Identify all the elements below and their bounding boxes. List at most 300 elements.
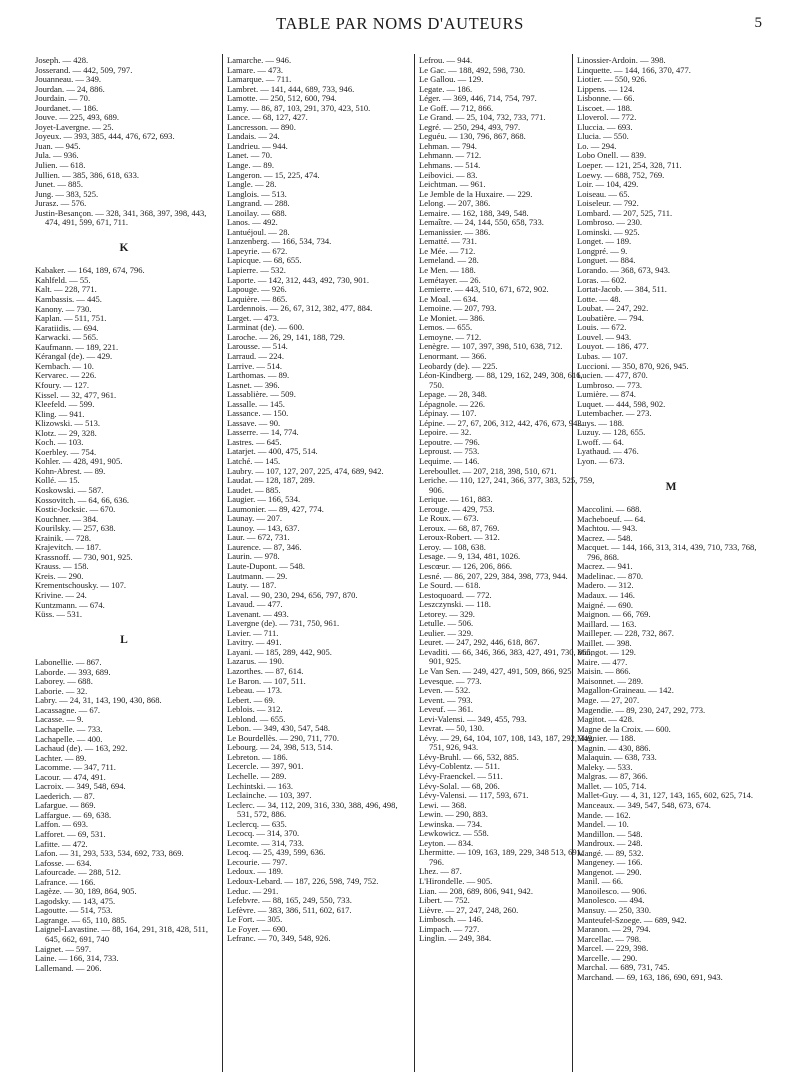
index-entry: Lavier. — 711. xyxy=(227,627,279,638)
index-entry: Llucia. — 550. xyxy=(577,131,629,142)
index-entry: Lemétayer. — 26. xyxy=(419,274,481,285)
index-entry: Lachapelle. — 400. xyxy=(35,733,103,744)
index-entry: Loubat. — 247, 292. xyxy=(577,303,649,314)
index-entry: Lamare. — 473. xyxy=(227,64,284,75)
index-entry: Lemoyne. — 712. xyxy=(419,331,482,342)
index-entry: Krassnoff. — 730, 901, 925. xyxy=(35,551,133,562)
index-entry: Louvel. — 943. xyxy=(577,331,632,342)
index-entry: Kourilsky. — 257, 638. xyxy=(35,523,116,534)
index-entry: Manolesco. — 494. xyxy=(577,895,645,906)
index-entry: Lévy-Coblentz. — 511. xyxy=(419,761,500,772)
index-entry: Le Jemble de la Huxaire. — 229. xyxy=(419,188,533,199)
index-entry: Kreis. — 290. xyxy=(35,570,84,581)
index-entry: Kalt. — 228, 771. xyxy=(35,284,97,295)
index-entry: Macrez. — 548. xyxy=(577,532,633,543)
index-entry: Lachaud (de). — 163, 292. xyxy=(35,743,128,754)
index-entry: Mansuy. — 250, 330. xyxy=(577,905,651,916)
index-entry: Malaquin. — 638, 733. xyxy=(577,752,657,763)
index-entry: Larget. — 473. xyxy=(227,312,280,323)
index-entry: Latché. — 145. xyxy=(227,455,281,466)
index-entry: Loeper. — 121, 254, 328, 711. xyxy=(577,160,682,171)
index-entry: Lefrou. — 944. xyxy=(419,56,473,65)
index-entry: Lagrange. — 65, 110, 885. xyxy=(35,914,127,925)
index-entry: Laborie. — 32. xyxy=(35,685,88,696)
index-entry: Lanzenberg. — 166, 534, 734. xyxy=(227,236,332,247)
index-entry: Maranon. — 29, 794. xyxy=(577,924,651,935)
index-entry: Laederich. — 87. xyxy=(35,790,95,801)
index-entry: Lucien. — 477, 870. xyxy=(577,370,648,381)
index-entry: Launay. — 207. xyxy=(227,513,282,524)
index-entry: Lenègre. — 107, 397, 398, 510, 638, 712. xyxy=(419,341,563,352)
index-entry: Leguéu. — 130, 796, 867, 868. xyxy=(419,131,526,142)
index-entry: Kostic-Jocksic. — 670. xyxy=(35,504,116,515)
index-entry: Kernbach. — 10. xyxy=(35,360,94,371)
index-entry: Luys. — 188. xyxy=(577,417,625,428)
index-entry: Jourdain. — 70. xyxy=(35,93,91,104)
index-entry: Lecoq. — 25, 439, 599, 636. xyxy=(227,847,326,858)
index-entry: Levrat. — 50, 130. xyxy=(419,723,485,734)
index-entry: Lebreton. — 186. xyxy=(227,751,288,762)
index-entry: Manil. — 66. xyxy=(577,876,624,887)
page-header xyxy=(0,0,800,50)
column-divider xyxy=(572,54,573,1072)
index-entry: Lamarque. — 711. xyxy=(227,74,292,85)
index-entry: Lerouge. — 429, 753. xyxy=(419,503,495,514)
index-entry: Kleefeld. — 599. xyxy=(35,399,95,410)
index-entry: Jourdan. — 24, 886. xyxy=(35,83,105,94)
index-entry: Lequime. — 146. xyxy=(419,455,480,466)
index-entry: Junet. — 885. xyxy=(35,179,83,190)
index-entry: Larminat (de). — 600. xyxy=(227,322,305,333)
index-entry: Maigné. — 690. xyxy=(577,599,634,610)
index-entry: Launoy. — 143, 637. xyxy=(227,522,300,533)
index-entry: Madaux. — 146. xyxy=(577,589,635,600)
index-entry: Lecomte. — 314, 733. xyxy=(227,837,304,848)
index-entry: Loiseau. — 65. xyxy=(577,188,630,199)
index-entry: Kossovitch. — 64, 66, 636. xyxy=(35,494,130,505)
index-entry: Lemaire. — 162, 188, 349, 548. xyxy=(419,207,529,218)
index-entry: Laroche. — 26, 29, 141, 188, 729. xyxy=(227,331,345,342)
index-entry: Lloverol. — 772. xyxy=(577,112,637,123)
index-entry: Lafargue. — 869. xyxy=(35,800,96,811)
index-entry: Lapicque. — 68, 655. xyxy=(227,255,302,266)
index-entry: Le Men. — 188. xyxy=(419,265,476,276)
index-entry: Lecocq. — 314, 370. xyxy=(227,828,300,839)
index-entry: Mandillon. — 548. xyxy=(577,828,643,839)
index-entry: Luquet. — 444, 598, 902. xyxy=(577,398,666,409)
index-entry: Lhez. — 87. xyxy=(419,866,462,877)
index-entry: Lecercle. — 397, 901. xyxy=(227,761,304,772)
index-entry: Jullien. — 385, 386, 618, 633. xyxy=(35,169,139,180)
index-entry: Lisbonne. — 66. xyxy=(577,93,635,104)
index-entry: Leszczynski. — 118. xyxy=(419,599,491,610)
index-entry: Landais. — 24. xyxy=(227,131,280,142)
index-entry: Leduc. — 291. xyxy=(227,885,279,896)
index-entry: Lenormant. — 366. xyxy=(419,350,487,361)
index-entry: Lacasse. — 9. xyxy=(35,714,84,725)
index-entry: Levi-Valensi. — 349, 455, 793. xyxy=(419,713,527,724)
letter-heading: M xyxy=(665,480,677,493)
index-entry: Lévy-Bruhl. — 66, 532, 885. xyxy=(419,751,519,762)
index-entry: Letulle. — 506. xyxy=(419,618,474,629)
index-entry: Leichtman. — 961. xyxy=(419,179,486,190)
index-entry: Mailleper. — 228, 732, 867. xyxy=(577,628,674,639)
index-entry: Ledoux-Lebard. — 187, 226, 598, 749, 752. xyxy=(227,876,379,887)
index-entry: Laurin. — 978. xyxy=(227,551,280,562)
index-entry: Laporte. — 142, 312, 443, 492, 730, 901. xyxy=(227,274,369,285)
index-entry: Lestoquoard. — 772. xyxy=(419,589,492,600)
index-entry: Le Foyer. — 690. xyxy=(227,923,288,934)
index-entry: Lian. — 208, 689, 806, 941, 942. xyxy=(419,885,533,896)
index-entry: Lebeau. — 173. xyxy=(227,685,283,696)
index-entry: Lortat-Jacob. — 384, 511. xyxy=(577,284,667,295)
index-entry: Kollé. — 15. xyxy=(35,475,80,486)
index-entry: Le Roux. — 673. xyxy=(419,513,479,524)
index-entry: Magnin. — 430, 886. xyxy=(577,742,651,753)
index-entry: Lehmans. — 514. xyxy=(419,160,481,171)
index-entry: Loras. — 602. xyxy=(577,274,627,285)
index-entry: Krivine. — 24. xyxy=(35,589,87,600)
index-entry: L'Hirondelle. — 905. xyxy=(419,876,493,887)
index-entry: Lemos. — 655. xyxy=(419,322,473,333)
index-entry: Lefèvre. — 383, 386, 511, 602, 617. xyxy=(227,904,352,915)
index-entry: Lefebvre. — 88, 165, 249, 550, 733. xyxy=(227,895,352,906)
index-entry: Küss. — 531. xyxy=(35,609,83,620)
index-entry: Le Grand. — 25, 104, 732, 733, 771. xyxy=(419,112,546,123)
index-entry: Lépinay. — 107. xyxy=(419,408,477,419)
index-entry: Laudat. — 128, 187, 289. xyxy=(227,475,315,486)
index-entry: Leclerc. — 34, 112, 209, 316, 330, 388, 496, 498, 531, 572, 886. xyxy=(227,799,398,820)
index-entry: Le Moniet. — 386. xyxy=(419,312,485,323)
index-entry: Lancresson. — 890. xyxy=(227,121,296,132)
index-entry: Lwoff. — 64. xyxy=(577,436,624,447)
index-entry: Lafon. — 31, 293, 533, 534, 692, 733, 869. xyxy=(35,848,184,859)
index-entry: Layani. — 185, 289, 442, 905. xyxy=(227,646,332,657)
index-entry: Linglin. — 249, 384. xyxy=(419,933,492,944)
index-entry: Lapierre. — 532. xyxy=(227,265,286,276)
index-entry: Laugier. — 166, 534. xyxy=(227,494,301,505)
index-entry: Luccioni. — 350, 870, 926, 945. xyxy=(577,360,689,371)
index-entry: Jula. — 936. xyxy=(35,150,79,161)
index-column-4 xyxy=(577,56,765,1076)
index-entry: Lewin. — 290, 883. xyxy=(419,809,488,820)
index-entry: Leroy. — 108, 638. xyxy=(419,541,486,552)
index-entry: Leblois. — 312. xyxy=(227,704,283,715)
index-entry: Kissel. — 32, 477, 961. xyxy=(35,389,117,400)
index-entry: Jouanneau. — 349. xyxy=(35,74,101,85)
index-entry: Lumière. — 874. xyxy=(577,389,636,400)
index-entry: Marcelle. — 290. xyxy=(577,952,638,963)
index-entry: Lhermitte. — 109, 163, 189, 229, 348 513, 691, 796. xyxy=(419,847,584,867)
index-entry: Mallet. — 105, 714. xyxy=(577,780,647,791)
index-entry: Koskowski. — 587. xyxy=(35,484,104,495)
index-entry: Lorando. — 368, 673, 943. xyxy=(577,265,671,276)
index-entry: Lewinska. — 734. xyxy=(419,818,483,829)
index-entry: Karatiidis. — 694. xyxy=(35,322,99,333)
index-entry: Jourdanet. — 186. xyxy=(35,102,99,113)
index-entry: Magne de la Croix. — 600. xyxy=(577,723,671,734)
index-entry: Larrive. — 514. xyxy=(227,360,283,371)
index-columns xyxy=(0,50,800,1082)
index-entry: Jouve. — 225, 493, 689. xyxy=(35,112,120,123)
index-entry: Maillard. — 163. xyxy=(577,618,637,629)
index-entry: Liscoet. — 188. xyxy=(577,102,633,113)
index-entry: Larthomas. — 89. xyxy=(227,370,290,381)
index-entry: Lamotte. — 250, 512, 600, 794. xyxy=(227,93,337,104)
page-title: TABLE PAR NOMS D'AUTEURS xyxy=(276,14,524,33)
index-entry: Louyot. — 186, 477. xyxy=(577,341,649,352)
index-entry: Le Baron. — 107, 511. xyxy=(227,675,306,686)
index-entry: Mage. — 27, 207. xyxy=(577,695,640,705)
index-entry: Lescœur. — 126, 206, 866. xyxy=(419,560,513,571)
index-entry: Laubry. — 107, 127, 207, 225, 474, 689, 942. xyxy=(227,465,384,476)
index-entry: Loubatière. — 794. xyxy=(577,312,644,323)
index-entry: Mangenot. — 290. xyxy=(577,866,642,877)
index-entry: Maccolini. — 688. xyxy=(577,504,642,515)
index-entry: Macrez. — 941. xyxy=(577,561,633,572)
index-entry: Kabaker. — 164, 189, 674, 796. xyxy=(35,265,145,276)
index-entry: Laurence. — 87, 346. xyxy=(227,541,302,552)
index-entry: Lesage. — 9, 134, 481, 1026. xyxy=(419,551,521,562)
index-entry: Malgras. — 87, 366. xyxy=(577,771,648,782)
index-entry: Leven. — 532. xyxy=(419,685,471,696)
index-entry: Luzuy. — 128, 655. xyxy=(577,427,646,438)
index-entry: Lévy-Valensi. — 117, 593, 671. xyxy=(419,790,529,801)
index-entry: Lelong. — 207, 386. xyxy=(419,198,491,209)
index-entry: Leproust. — 753. xyxy=(419,446,480,457)
index-entry: Maisin. — 866. xyxy=(577,666,631,677)
index-entry: Lanos. — 492. xyxy=(227,217,278,228)
index-entry: Kfoury. — 127. xyxy=(35,379,90,390)
index-entry: Limbosch. — 146. xyxy=(419,914,484,925)
index-entry: Laval. — 90, 230, 294, 656, 797, 870. xyxy=(227,589,358,600)
index-entry: Laine. — 166, 314, 733. xyxy=(35,953,119,964)
index-entry: Loir. — 104, 429. xyxy=(577,179,639,190)
index-entry: Levaditi. — 66, 346, 366, 383, 427, 491, 730, 865, 901, 925. xyxy=(419,646,593,667)
index-entry: Lutembacher. — 273. xyxy=(577,408,652,419)
index-entry: Le Van Sen. — 249, 427, 491, 509, 866, 925. xyxy=(419,666,574,676)
index-entry: Laignel-Lavastine. — 88, 164, 291, 318, 428, 511, 645, 662, 691, 740 xyxy=(35,924,208,945)
column-divider xyxy=(222,54,223,1072)
index-entry: Ledoux. — 189. xyxy=(227,866,284,877)
index-entry: Lazorthes. — 87, 614. xyxy=(227,666,304,676)
index-entry: Lavaud. — 477. xyxy=(227,599,283,610)
letter-heading: K xyxy=(119,241,129,254)
index-entry: Lemaître. — 24, 144, 550, 658, 733. xyxy=(419,217,544,228)
index-entry: Longuet. — 884. xyxy=(577,255,636,266)
index-entry: Maisonnet. — 289. xyxy=(577,675,643,686)
index-entry: Latarjet. — 400, 475, 514. xyxy=(227,446,318,457)
index-entry: Laborde. — 393, 689. xyxy=(35,666,111,677)
index-entry: Le Bourdellès. — 290, 711, 770. xyxy=(227,732,339,743)
index-entry: Magnier. — 188. xyxy=(577,733,636,744)
index-entry: Lanoilay. — 688. xyxy=(227,207,287,218)
index-entry: Lereboullet. — 207, 218, 398, 510, 671. xyxy=(419,465,557,476)
index-column-3 xyxy=(419,56,597,1076)
index-entry: Lechelle. — 289. xyxy=(227,771,287,782)
index-entry: Mallet-Guy. — 4, 31, 127, 143, 165, 602, 625, 714. xyxy=(577,790,754,801)
index-entry: Laignet. — 597. xyxy=(35,943,92,954)
index-entry: Magendie. — 89, 230, 247, 292, 773. xyxy=(577,704,706,715)
index-entry: Joyet-Lavergne. — 25. xyxy=(35,121,114,132)
index-entry: Kaufmann. — 189, 221. xyxy=(35,341,119,352)
index-entry: Lematté. — 731. xyxy=(419,236,477,247)
index-entry: Kahlfeld. — 55. xyxy=(35,274,91,285)
index-entry: Lewkowicz. — 558. xyxy=(419,828,489,839)
index-entry: Marcel. — 229, 398. xyxy=(577,943,649,954)
index-entry: Machtou. — 943. xyxy=(577,523,638,534)
index-entry: Magitot. — 428. xyxy=(577,714,634,725)
index-entry: Maignon. — 66, 769. xyxy=(577,609,651,620)
index-entry: Letorey. — 329. xyxy=(419,608,475,619)
index-entry: Le Goff. — 712, 866. xyxy=(419,102,494,113)
index-entry: Koerbley. — 754. xyxy=(35,446,97,457)
index-entry: Lassave. — 90. xyxy=(227,417,281,428)
index-entry: Krainik. — 728. xyxy=(35,532,92,543)
index-entry: Kérangal (de). — 429. xyxy=(35,351,113,362)
index-entry: Lombard. — 207, 525, 711. xyxy=(577,207,673,218)
index-entry: Leuret. — 247, 292, 446, 618, 867. xyxy=(419,637,540,648)
index-entry: Lamy. — 86, 87, 103, 291, 370, 423, 510. xyxy=(227,102,371,113)
index-entry: Laffon. — 693. xyxy=(35,819,89,830)
index-entry: Macquet. — 144, 166, 313, 314, 439, 710, 733, 768, 796, 868. xyxy=(577,542,757,562)
index-entry: Lombroso. — 230. xyxy=(577,217,643,228)
index-entry: Leriche. — 110, 127, 241, 366, 377, 383, 525, 759, 906. xyxy=(419,475,595,495)
index-entry: Lassalle. — 145. xyxy=(227,398,285,409)
index-entry: Lachapelle. — 733. xyxy=(35,724,103,734)
index-entry: Lippens. — 124. xyxy=(577,83,635,94)
index-entry: Maingot. — 129. xyxy=(577,647,636,658)
index-entry: Kohn-Abrest. — 89. xyxy=(35,465,106,476)
index-entry: Mande. — 162. xyxy=(577,809,631,820)
index-entry: Lefranc. — 70, 349, 548, 926. xyxy=(227,933,331,944)
index-entry: Lewi. — 368. xyxy=(419,799,467,810)
index-entry: Joseph. — 428. xyxy=(35,56,89,65)
index-entry: Lavenant. — 493. xyxy=(227,608,289,619)
index-entry: Lafourcade. — 288, 512. xyxy=(35,867,121,878)
index-entry: Kervarec. — 226. xyxy=(35,370,97,381)
index-entry: Longpré. — 9. xyxy=(577,245,628,256)
index-entry: Jung. — 383, 525. xyxy=(35,188,99,199)
index-entry: Le Fort. — 305. xyxy=(227,914,283,925)
index-entry: Le Sourd. — 618. xyxy=(419,580,481,591)
index-entry: Lotte. — 48. xyxy=(577,293,621,304)
index-entry: Mandel. — 10. xyxy=(577,819,629,830)
index-entry: Lépine. — 27, 67, 206, 312, 442, 476, 673, 943. xyxy=(419,417,584,428)
index-entry: Leibovici. — 83. xyxy=(419,169,478,180)
index-entry: Koch. — 103. xyxy=(35,437,84,448)
index-entry: Lallemand. — 206. xyxy=(35,962,102,973)
index-entry: Laquière. — 865. xyxy=(227,293,288,304)
index-entry: Lévy-Fraenckel. — 511. xyxy=(419,771,503,782)
index-entry: Lépagnole. — 226. xyxy=(419,398,485,409)
index-entry: Lagoutte. — 514, 753. xyxy=(35,905,113,916)
index-entry: Langlois. — 513. xyxy=(227,188,287,199)
index-entry: Lumbroso. — 773. xyxy=(577,379,643,390)
index-entry: Lasserre. — 14, 774. xyxy=(227,427,299,438)
index-entry: Kambassis. — 445. xyxy=(35,294,102,305)
index-entry: Lange. — 89. xyxy=(227,160,274,171)
index-entry: Linossier-Ardoin. — 398. xyxy=(577,56,666,65)
index-entry: Juan. — 945. xyxy=(35,140,81,151)
index-entry: Lanet. — 70. xyxy=(227,150,273,161)
letter-heading: L xyxy=(120,633,128,646)
index-entry: Leclercq. — 635. xyxy=(227,818,287,829)
index-entry: Lévy-Solal. — 68, 206. xyxy=(419,780,500,791)
index-entry: Lepage. — 28, 348. xyxy=(419,389,487,400)
index-entry: Lachter. — 89. xyxy=(35,752,87,763)
index-entry: Manceaux. — 349, 547, 548, 673, 674. xyxy=(577,800,711,811)
index-entry: Loiseleur. — 792. xyxy=(577,198,639,209)
index-entry: Lobo Onell. — 839. xyxy=(577,150,647,161)
index-entry: Le Gallou. — 129. xyxy=(419,74,484,85)
index-entry: Langle. — 28. xyxy=(227,179,277,190)
index-entry: Lacroix. — 349, 548, 694. xyxy=(35,781,126,792)
index-entry: Labonellie. — 867. xyxy=(35,657,102,668)
index-entry: Lassance. — 150. xyxy=(227,408,289,419)
index-entry: Lyathaud. — 476. xyxy=(577,446,639,457)
index-entry: Le Mée. — 712. xyxy=(419,245,476,256)
index-entry: Lebert. — 69. xyxy=(227,694,275,705)
index-entry: Lévy. — 29, 64, 104, 107, 108, 143, 187, 292, 349, 751, 926, 943. xyxy=(419,732,595,753)
page-number: 5 xyxy=(754,15,762,31)
index-entry: Larraud. — 224. xyxy=(227,350,284,361)
index-entry: Leyton. — 834. xyxy=(419,837,474,848)
index-entry: Magallon-Graineau. — 142. xyxy=(577,685,674,696)
index-entry: Léger. — 369, 446, 714, 754, 797. xyxy=(419,93,537,104)
index-entry: Libert. — 752. xyxy=(419,895,470,906)
index-entry: Levesque. — 773. xyxy=(419,675,482,686)
index-entry: Limpach. — 727. xyxy=(419,923,480,934)
index-entry: Lominski. — 925. xyxy=(577,226,640,237)
index-entry: Kling. — 941. xyxy=(35,408,85,419)
index-entry: Krajevitch. — 187. xyxy=(35,542,101,553)
index-entry: Krementschousky. — 107. xyxy=(35,580,127,591)
index-entry: Lavergne (de). — 731, 750, 961. xyxy=(227,618,340,629)
index-entry: Leveuf. — 361. xyxy=(419,704,474,715)
index-entry: Macheboeuf. — 64. xyxy=(577,513,646,524)
index-entry: Lavitry. — 491. xyxy=(227,637,282,648)
index-entry: Julien. — 618. xyxy=(35,160,86,171)
index-entry: Maleky. — 533. xyxy=(577,761,633,772)
index-entry: Lapouge. — 926. xyxy=(227,284,287,295)
index-entry: Kohler. — 428, 491, 905. xyxy=(35,456,123,467)
index-entry: Jurasz. — 576. xyxy=(35,198,87,209)
index-entry: Manoilesco. — 906. xyxy=(577,885,647,896)
index-entry: Leclainche. — 103, 397. xyxy=(227,790,312,801)
index-entry: Maire. — 477. xyxy=(577,656,628,667)
index-entry: Klotz. — 29, 328. xyxy=(35,427,97,438)
index-entry: Lacour. — 474, 491. xyxy=(35,771,106,782)
index-column-1 xyxy=(35,56,213,1076)
index-entry: Lyon. — 673. xyxy=(577,455,625,466)
index-entry: Lemoine. — 207, 793. xyxy=(419,303,497,314)
index-entry: Manteufel-Szoege. — 689, 942. xyxy=(577,914,687,925)
index-entry: Laute-Dupont. — 548. xyxy=(227,560,305,571)
index-entry: Lemeland. — 28. xyxy=(419,255,479,266)
index-entry: Lacomme. — 347, 711. xyxy=(35,762,116,773)
index-entry: Le Gac. — 188, 492, 598, 730. xyxy=(419,64,526,75)
index-entry: Lapeyrie. — 672. xyxy=(227,245,288,256)
index-entry: Mangeney. — 166. xyxy=(577,857,643,868)
index-entry: Leobardy (de). — 225. xyxy=(419,360,498,371)
index-entry: Kanony. — 730. xyxy=(35,303,92,314)
index-entry: Longet. — 189. xyxy=(577,236,632,247)
index-entry: Legré. — 250, 294, 493, 797. xyxy=(419,121,521,132)
index-entry: Lebon. — 349, 430, 547, 548. xyxy=(227,723,331,734)
index-entry: Lassablière. — 509. xyxy=(227,389,296,400)
index-entry: Le Moal. — 634. xyxy=(419,293,479,304)
